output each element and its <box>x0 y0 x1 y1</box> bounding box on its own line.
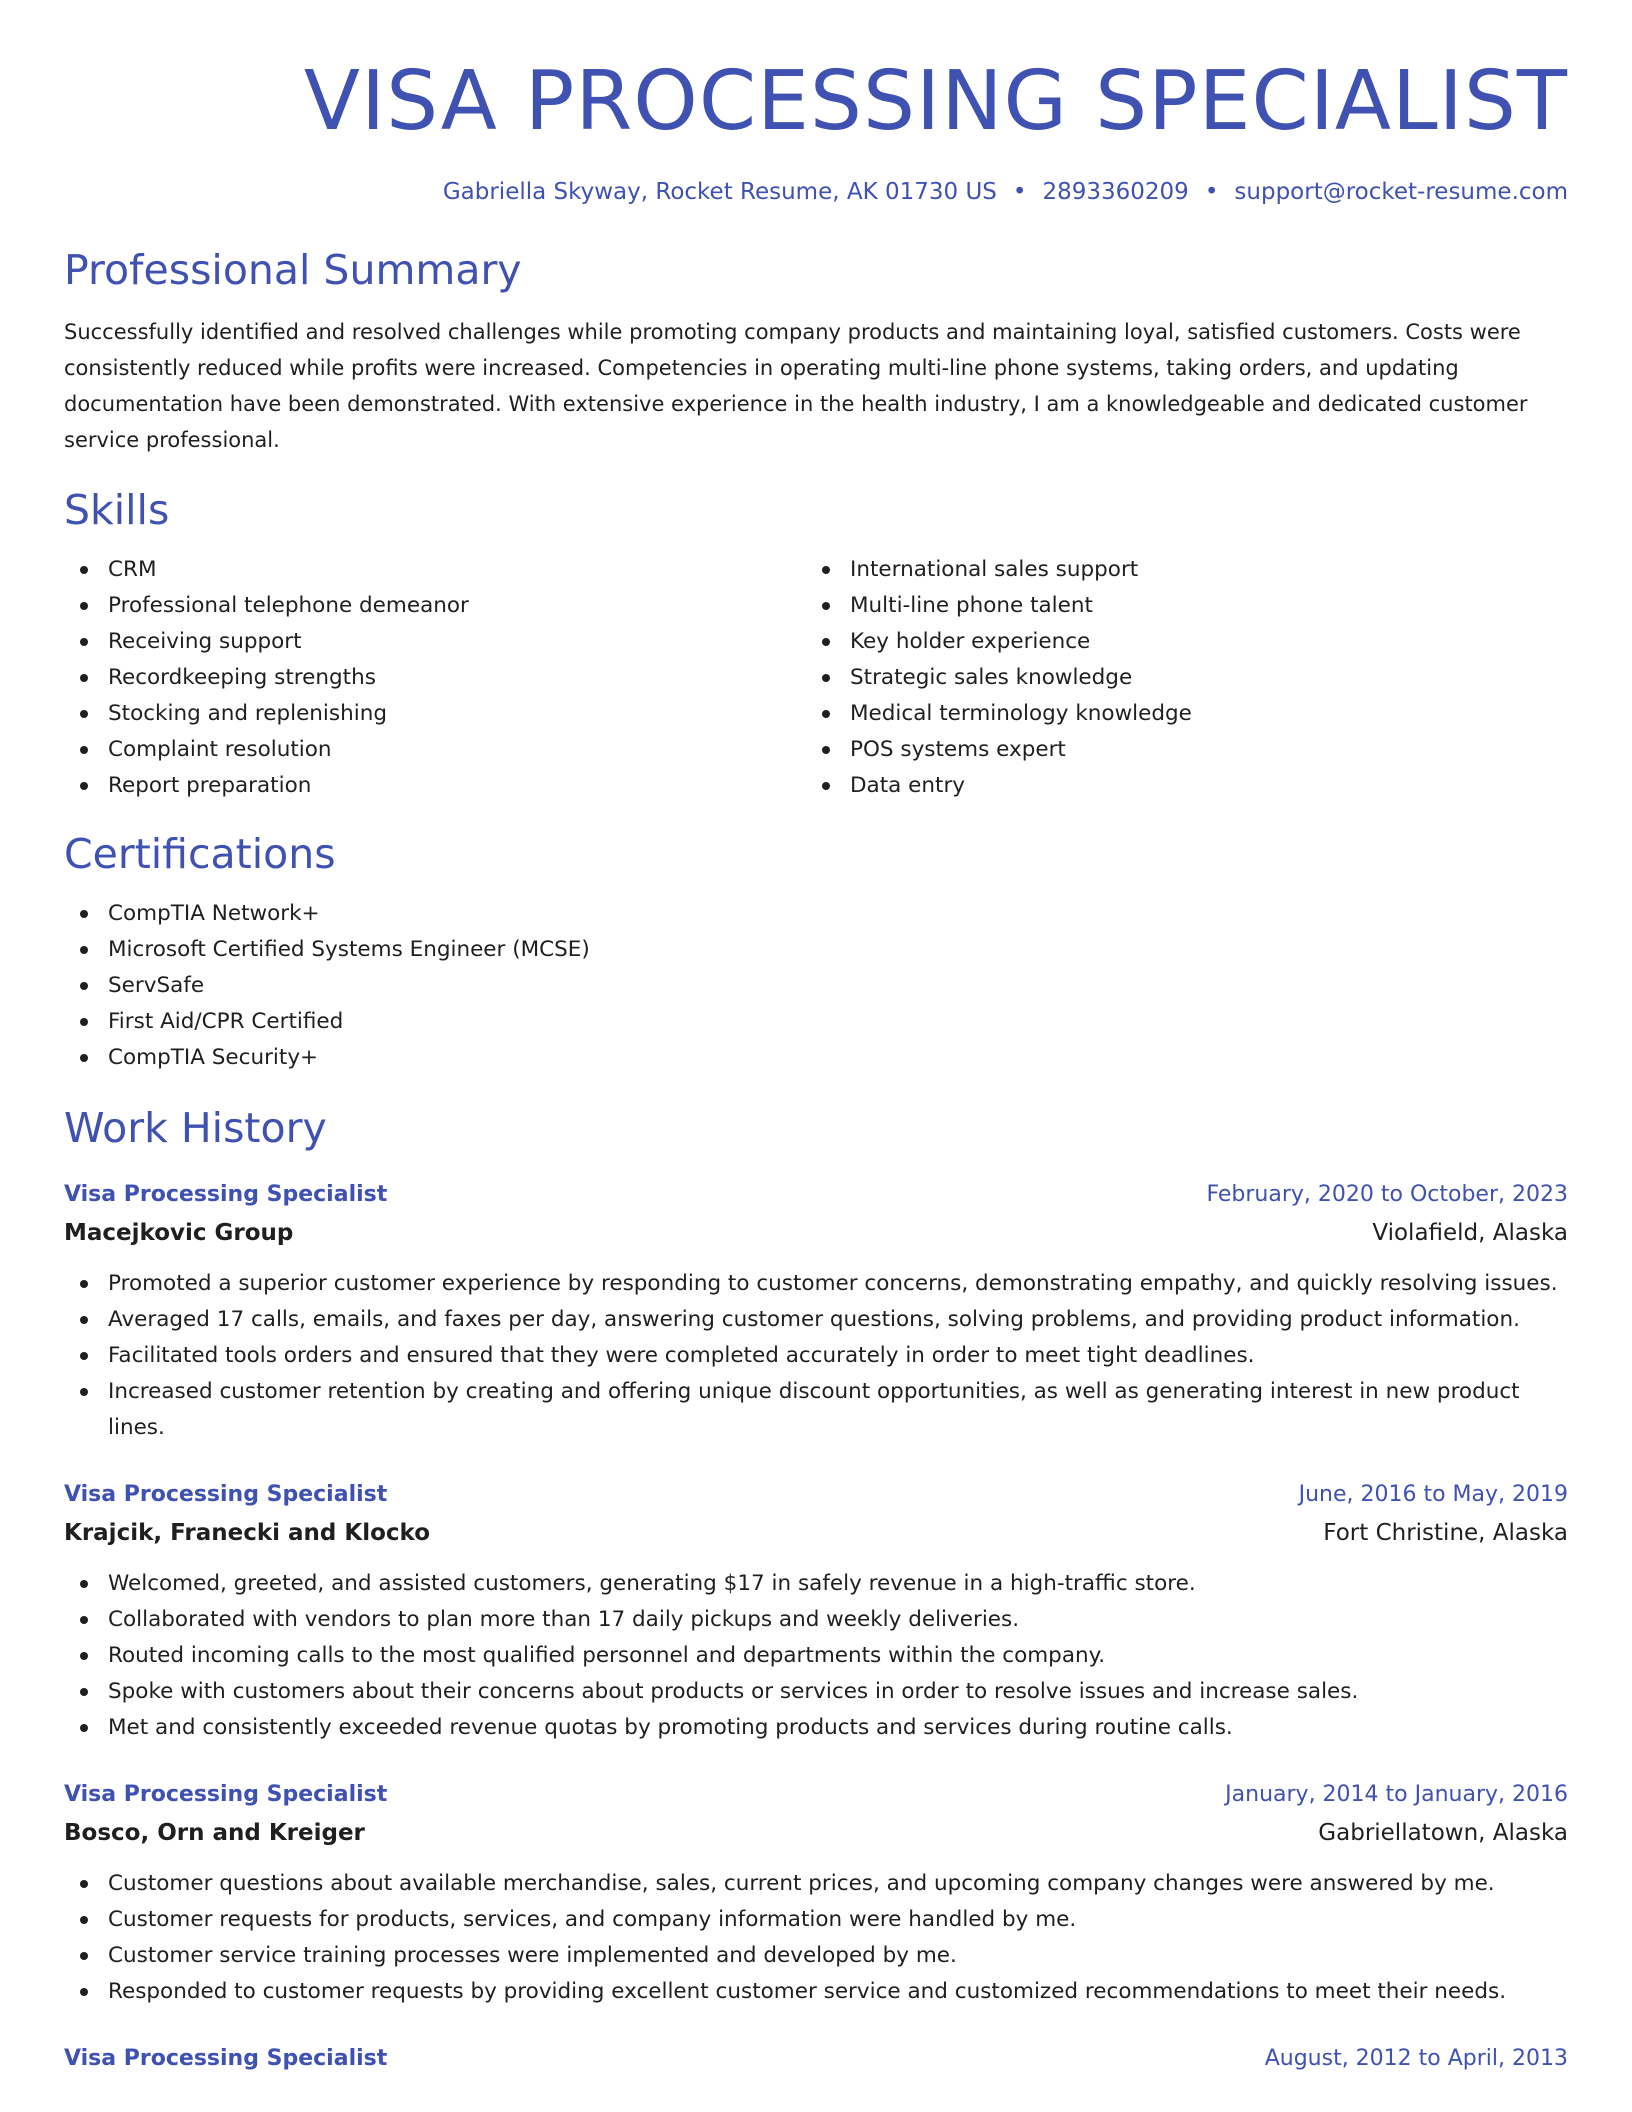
certification-item: First Aid/CPR Certified <box>64 1004 1568 1040</box>
resume-page <box>64 0 1568 2078</box>
bullet-icon <box>822 602 830 610</box>
bullet-icon <box>80 1916 88 1924</box>
job-bullet: Customer requests for products, services, and company information were handled by me. <box>64 1902 1568 1938</box>
job-bullet: Promoted a superior customer experience by responding to customer concerns, demonstrating empathy, and quickly resolving issues. <box>64 1266 1568 1302</box>
job-bullet: Responded to customer requests by providing excellent customer service and customized recommendations to meet their needs. <box>64 1974 1568 2010</box>
bullet-icon <box>80 982 88 990</box>
skill-item: CRM <box>64 552 806 588</box>
job-bullet: Averaged 17 calls, emails, and faxes per day, answering customer questions, solving problems, and providing product information. <box>64 1302 1568 1338</box>
job-subheader <box>64 1214 1568 1252</box>
certifications-list <box>64 896 1568 1076</box>
bullet-icon <box>80 1880 88 1888</box>
skill-item: Medical terminology knowledge <box>806 696 1548 732</box>
job-dates: August, 2012 to April, 2013 <box>1264 2046 1568 2071</box>
job-company: Macejkovic Group <box>64 1220 294 1246</box>
job-title: Visa Processing Specialist <box>64 1782 388 1807</box>
summary-heading: Professional Summary <box>64 246 522 294</box>
resume-header <box>64 0 1568 208</box>
bullet-icon <box>80 1352 88 1360</box>
bullet-icon <box>822 638 830 646</box>
contact-line <box>64 176 1568 208</box>
job-subheader <box>64 1814 1568 1852</box>
job-title: Visa Processing Specialist <box>64 2046 388 2071</box>
job-dates: June, 2016 to May, 2019 <box>1298 1482 1568 1507</box>
job-location: Violafield, Alaska <box>1372 1220 1568 1246</box>
skill-item: Strategic sales knowledge <box>806 660 1548 696</box>
summary-section <box>64 244 1568 458</box>
job-bullets-list <box>64 1266 1568 1446</box>
certification-item: ServSafe <box>64 968 1568 1004</box>
work-history-heading: Work History <box>64 1104 327 1152</box>
skill-item: Report preparation <box>64 768 806 804</box>
bullet-icon <box>80 1316 88 1324</box>
job-location: Fort Christine, Alaska <box>1323 1520 1568 1546</box>
job-entry <box>64 1776 1568 2010</box>
bullet-icon <box>80 946 88 954</box>
skill-item: Multi-line phone talent <box>806 588 1548 624</box>
skill-item: Data entry <box>806 768 1548 804</box>
job-title: Visa Processing Specialist <box>64 1482 388 1507</box>
resume-title: VISA PROCESSING SPECIALIST <box>303 54 1568 149</box>
skill-item: Professional telephone demeanor <box>64 588 806 624</box>
bullet-icon <box>80 1652 88 1660</box>
job-bullet: Met and consistently exceeded revenue quotas by promoting products and services during routine calls. <box>64 1710 1568 1746</box>
bullet-icon <box>822 566 830 574</box>
contact-address: Gabriella Skyway, Rocket Resume, AK 01730 US <box>442 179 997 205</box>
bullet-icon <box>80 1952 88 1960</box>
certifications-section <box>64 828 1568 1076</box>
job-bullet: Increased customer retention by creating and offering unique discount opportunities, as well as generating interest in new product lines. <box>64 1374 1568 1446</box>
job-title: Visa Processing Specialist <box>64 1182 388 1207</box>
skill-item: POS systems expert <box>806 732 1548 768</box>
skills-section <box>64 484 1568 804</box>
skills-grid <box>64 552 1568 804</box>
skill-item: International sales support <box>806 552 1548 588</box>
job-company: Bosco, Orn and Kreiger <box>64 1820 365 1846</box>
skill-item: Key holder experience <box>806 624 1548 660</box>
bullet-icon <box>80 710 88 718</box>
job-subheader <box>64 1514 1568 1552</box>
bullet-icon <box>822 746 830 754</box>
certifications-heading: Certifications <box>64 830 336 878</box>
skill-item: Complaint resolution <box>64 732 806 768</box>
bullet-icon <box>822 674 830 682</box>
job-bullet: Spoke with customers about their concerns about products or services in order to resolve issues and increase sales. <box>64 1674 1568 1710</box>
bullet-icon <box>80 910 88 918</box>
bullet-icon <box>80 782 88 790</box>
contact-separator: • <box>1204 179 1219 205</box>
bullet-icon <box>80 602 88 610</box>
job-dates: January, 2014 to January, 2016 <box>1225 1782 1568 1807</box>
job-bullets-list <box>64 1866 1568 2010</box>
job-bullets-list <box>64 1566 1568 1746</box>
skills-list-right <box>806 552 1548 804</box>
skill-item: Stocking and replenishing <box>64 696 806 732</box>
contact-separator: • <box>1012 179 1027 205</box>
certification-item: CompTIA Network+ <box>64 896 1568 932</box>
contact-phone: 2893360209 <box>1042 179 1189 205</box>
bullet-icon <box>80 1688 88 1696</box>
bullet-icon <box>80 1988 88 1996</box>
job-bullet: Facilitated tools orders and ensured that they were completed accurately in order to meet tight deadlines. <box>64 1338 1568 1374</box>
job-bullet: Customer service training processes were implemented and developed by me. <box>64 1938 1568 1974</box>
contact-email[interactable]: support@rocket-resume.com <box>1234 179 1568 205</box>
bullet-icon <box>80 1388 88 1396</box>
skill-item: Recordkeeping strengths <box>64 660 806 696</box>
bullet-icon <box>80 566 88 574</box>
job-bullet: Routed incoming calls to the most qualified personnel and departments within the company. <box>64 1638 1568 1674</box>
skill-item: Receiving support <box>64 624 806 660</box>
skills-list-left <box>64 552 806 804</box>
bullet-icon <box>80 746 88 754</box>
job-bullet: Welcomed, greeted, and assisted customers, generating $17 in safely revenue in a high-traffic store. <box>64 1566 1568 1602</box>
certification-item: Microsoft Certified Systems Engineer (MCSE) <box>64 932 1568 968</box>
work-history-section <box>64 1102 1568 2078</box>
job-bullet: Collaborated with vendors to plan more than 17 daily pickups and weekly deliveries. <box>64 1602 1568 1638</box>
bullet-icon <box>80 1724 88 1732</box>
bullet-icon <box>80 1018 88 1026</box>
job-bullet: Customer questions about available merchandise, sales, current prices, and upcoming company changes were answered by me. <box>64 1866 1568 1902</box>
job-header <box>64 1476 1568 1514</box>
certification-item: CompTIA Security+ <box>64 1040 1568 1076</box>
job-entry <box>64 2040 1568 2078</box>
job-entry <box>64 1176 1568 1446</box>
summary-text: Successfully identified and resolved challenges while promoting company products and maintaining loyal, satisfied customers. Costs were consistently reduced while profits were increased. Competencies in operating multi-line phone systems, taking orders, and updating documentation have been demonstrated. With extensive experience in the health industry, I am a knowledgeable and dedicated customer service professional. <box>64 320 1528 452</box>
job-entry <box>64 1476 1568 1746</box>
job-location: Gabriellatown, Alaska <box>1318 1820 1568 1846</box>
bullet-icon <box>80 1280 88 1288</box>
bullet-icon <box>822 782 830 790</box>
bullet-icon <box>80 1054 88 1062</box>
work-history-list <box>64 1176 1568 2078</box>
job-dates: February, 2020 to October, 2023 <box>1206 1182 1568 1207</box>
bullet-icon <box>80 1580 88 1588</box>
job-company: Krajcik, Franecki and Klocko <box>64 1520 431 1546</box>
job-header <box>64 1176 1568 1214</box>
job-header <box>64 1776 1568 1814</box>
bullet-icon <box>822 710 830 718</box>
bullet-icon <box>80 674 88 682</box>
job-header <box>64 2040 1568 2078</box>
bullet-icon <box>80 638 88 646</box>
bullet-icon <box>80 1616 88 1624</box>
skills-heading: Skills <box>64 486 170 534</box>
